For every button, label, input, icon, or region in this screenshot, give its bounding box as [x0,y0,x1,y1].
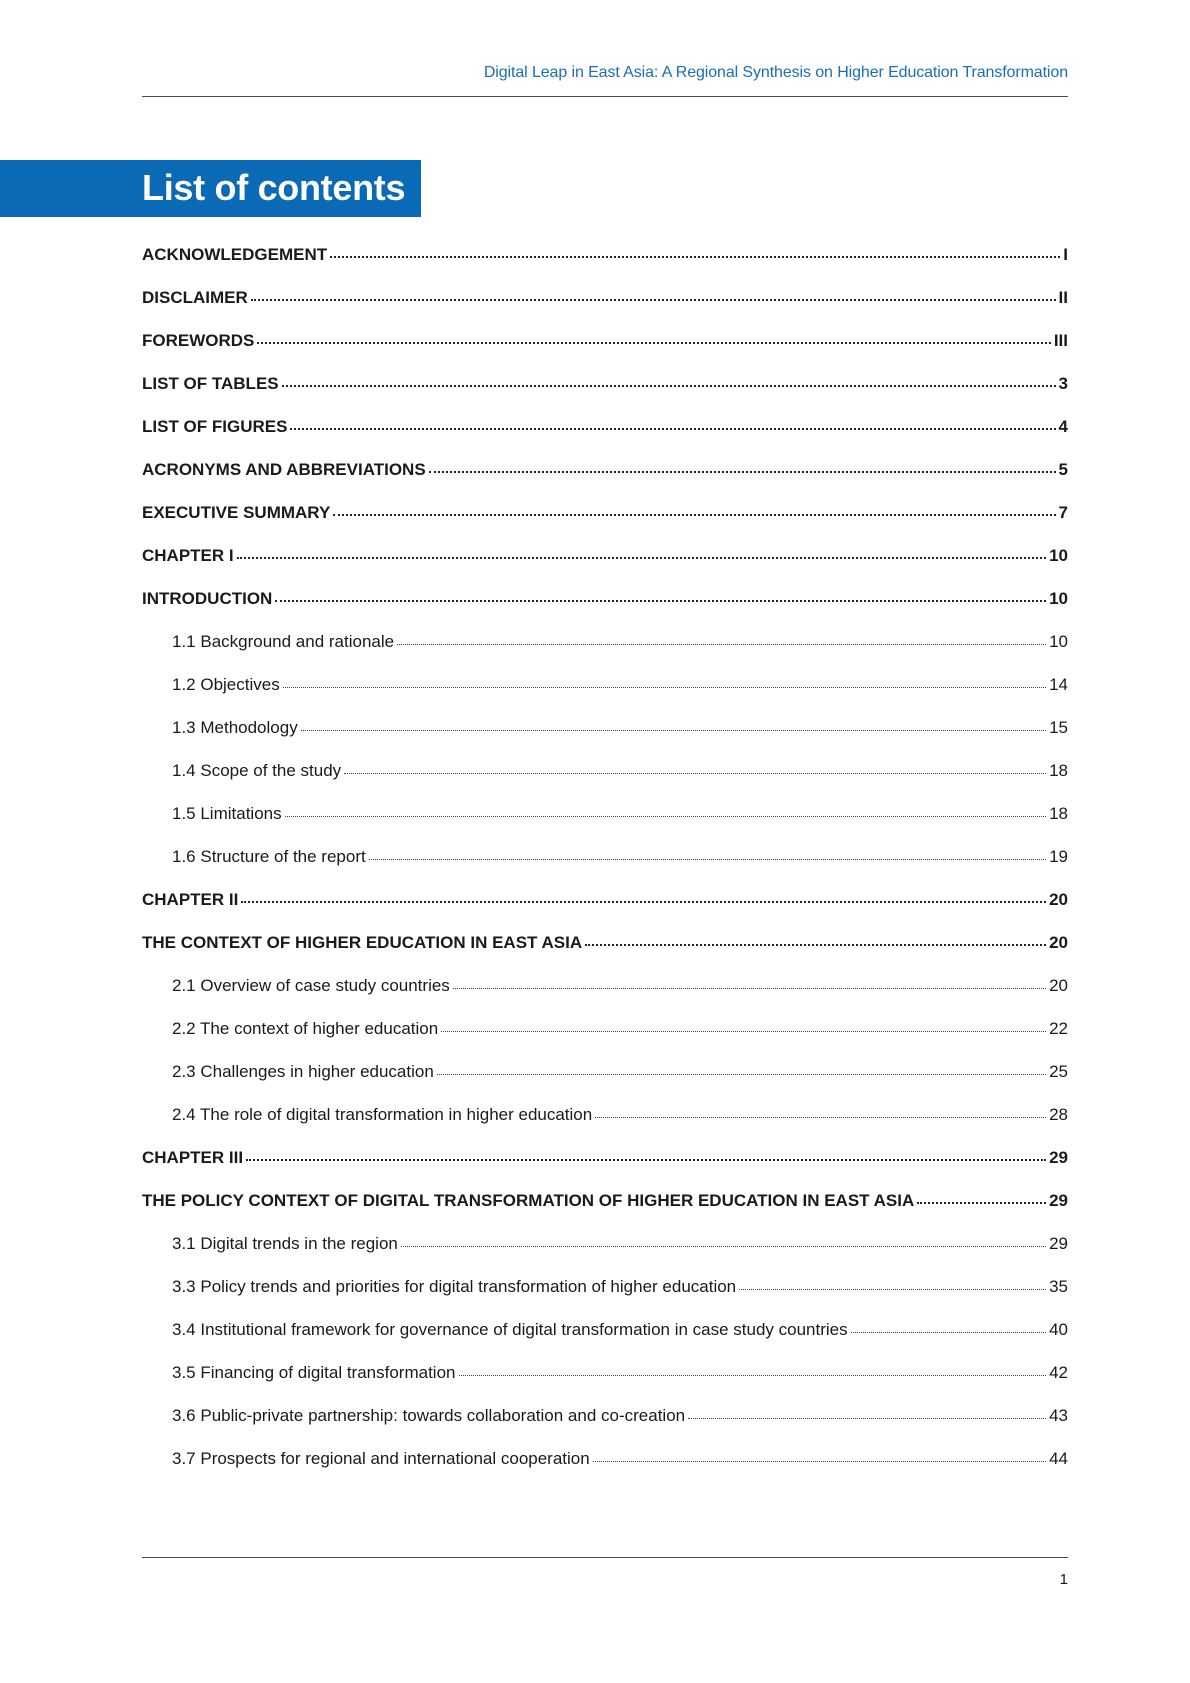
toc-entry-page-number: 18 [1049,804,1068,823]
toc-entry-label: 3.3 Policy trends and priorities for digital transformation of higher education [172,1277,737,1296]
toc-entry-label: ACRONYMS AND ABBREVIATIONS [142,460,426,479]
toc-entry-label: 3.4 Institutional framework for governance of digital transformation in case study countries [172,1320,848,1339]
toc-entry-label: 3.7 Prospects for regional and international cooperation [172,1449,590,1468]
toc-entry-label: CHAPTER I [142,546,234,565]
toc-entry[interactable] [142,288,1068,331]
toc-entry-label: LIST OF TABLES [142,374,279,393]
toc-entry[interactable] [142,503,1068,546]
toc-entry-page-number: III [1053,331,1068,350]
toc-entry[interactable] [142,1191,1068,1234]
toc-dot-leader [330,256,1060,258]
toc-dot-leader [401,1246,1046,1247]
toc-dot-leader [369,859,1046,860]
running-header-title: Digital Leap in East Asia: A Regional Synthesis on Higher Education Transformation [483,64,1068,81]
toc-entry-label: LIST OF FIGURES [142,417,288,436]
toc-entry-page-number: 10 [1049,632,1068,651]
toc-dot-leader [397,644,1046,645]
toc-entry-label: ACKNOWLEDGEMENT [142,245,328,264]
toc-entry[interactable] [142,804,1068,847]
toc-entry[interactable] [142,1105,1068,1148]
toc-entry[interactable] [142,1019,1068,1062]
toc-entry[interactable] [142,933,1068,976]
toc-dot-leader [282,385,1056,387]
toc-entry-label: 3.1 Digital trends in the region [172,1234,398,1253]
toc-entry-page-number: 3 [1058,374,1068,393]
toc-dot-leader [459,1375,1047,1376]
toc-entry-label: 3.5 Financing of digital transformation [172,1363,456,1382]
toc-dot-leader [285,816,1046,817]
toc-entry-page-number: 43 [1049,1406,1068,1425]
toc-dot-leader [301,730,1046,731]
toc-entry[interactable] [142,245,1068,288]
toc-entry-page-number: 28 [1049,1105,1068,1124]
toc-dot-leader [585,944,1046,946]
toc-entry-page-number: 40 [1049,1320,1068,1339]
toc-entry[interactable] [142,976,1068,1019]
header-divider [142,96,1068,97]
toc-entry-label: CHAPTER II [142,890,239,909]
toc-dot-leader [246,1159,1046,1161]
toc-entry[interactable] [142,847,1068,890]
toc-entry[interactable] [142,1363,1068,1406]
toc-entry-label: 1.6 Structure of the report [172,847,366,866]
toc-entry-label: 3.6 Public-private partnership: towards collaboration and co-creation [172,1406,686,1425]
toc-entry[interactable] [142,1234,1068,1277]
toc-entry-page-number: 14 [1049,675,1068,694]
toc-entry-page-number: 20 [1049,933,1068,952]
toc-dot-leader [441,1031,1046,1032]
toc-entry-page-number: 15 [1049,718,1068,737]
toc-entry-page-number: 29 [1049,1191,1068,1210]
toc-entry[interactable] [142,331,1068,374]
toc-entry[interactable] [142,718,1068,761]
toc-entry[interactable] [142,761,1068,804]
toc-dot-leader [251,299,1056,301]
toc-entry-page-number: I [1063,245,1068,264]
toc-entry-label: EXECUTIVE SUMMARY [142,503,331,522]
toc-entry[interactable] [142,890,1068,933]
title-band [0,160,421,217]
toc-entry[interactable] [142,1277,1068,1320]
toc-entry-page-number: 4 [1058,417,1068,436]
toc-entry-page-number: 19 [1049,847,1068,866]
toc-entry-page-number: 10 [1049,589,1068,608]
toc-dot-leader [453,988,1046,989]
toc-entry-page-number: 18 [1049,761,1068,780]
toc-entry[interactable] [142,1320,1068,1363]
toc-entry[interactable] [142,546,1068,589]
toc-entry-label: FOREWORDS [142,331,255,350]
toc-entry[interactable] [142,1449,1068,1492]
toc-entry-label: 1.1 Background and rationale [172,632,395,651]
toc-entry-label: INTRODUCTION [142,589,273,608]
toc-dot-leader [593,1461,1046,1462]
toc-entry-page-number: II [1058,288,1068,307]
toc-entry-label: 2.4 The role of digital transformation in higher education [172,1105,593,1124]
toc-entry-label: DISCLAIMER [142,288,248,307]
toc-entry-label: CHAPTER III [142,1148,244,1167]
toc-dot-leader [283,687,1046,688]
toc-entry-page-number: 25 [1049,1062,1068,1081]
toc-dot-leader [437,1074,1046,1075]
toc-dot-leader [851,1332,1046,1333]
toc-dot-leader [344,773,1046,774]
toc-dot-leader [429,471,1056,473]
toc-dot-leader [739,1289,1046,1290]
toc-entry-label: 1.3 Methodology [172,718,298,737]
toc-dot-leader [688,1418,1046,1419]
toc-dot-leader [241,901,1046,903]
toc-dot-leader [257,342,1050,344]
toc-entry[interactable] [142,675,1068,718]
toc-entry-page-number: 7 [1058,503,1068,522]
toc-entry-page-number: 44 [1049,1449,1068,1468]
toc-entry[interactable] [142,374,1068,417]
toc-entry-page-number: 35 [1049,1277,1068,1296]
toc-entry-label: 1.5 Limitations [172,804,282,823]
toc-entry-page-number: 29 [1049,1148,1068,1167]
toc-entry[interactable] [142,1406,1068,1449]
toc-entry-label: 2.1 Overview of case study countries [172,976,450,995]
toc-entry-page-number: 20 [1049,890,1068,909]
toc-dot-leader [275,600,1046,602]
toc-entry-page-number: 29 [1049,1234,1068,1253]
toc-entry-page-number: 22 [1049,1019,1068,1038]
page-number: 1 [1059,1571,1068,1588]
toc-dot-leader [333,514,1055,516]
toc-entry-label: THE POLICY CONTEXT OF DIGITAL TRANSFORMATION OF HIGHER EDUCATION IN EAST ASIA [142,1191,915,1210]
toc-entry-label: 1.4 Scope of the study [172,761,342,780]
toc-entry-page-number: 42 [1049,1363,1068,1382]
toc-entry-label: 2.2 The context of higher education [172,1019,439,1038]
toc-dot-leader [290,428,1055,430]
toc-entry-page-number: 20 [1049,976,1068,995]
page-title: List of contents [142,167,406,208]
toc-entry[interactable] [142,460,1068,503]
toc-dot-leader [237,557,1046,559]
toc-entry[interactable] [142,589,1068,632]
footer-divider [142,1557,1068,1558]
toc-dot-leader [917,1202,1046,1204]
toc-entry-label: 2.3 Challenges in higher education [172,1062,434,1081]
toc-entry[interactable] [142,417,1068,460]
toc-entry[interactable] [142,632,1068,675]
toc-entry-page-number: 10 [1049,546,1068,565]
toc-dot-leader [595,1117,1046,1118]
toc-entry[interactable] [142,1148,1068,1191]
table-of-contents [142,245,1068,1492]
toc-entry-label: 1.2 Objectives [172,675,280,694]
toc-entry[interactable] [142,1062,1068,1105]
toc-entry-page-number: 5 [1058,460,1068,479]
toc-entry-label: THE CONTEXT OF HIGHER EDUCATION IN EAST ASIA [142,933,583,952]
